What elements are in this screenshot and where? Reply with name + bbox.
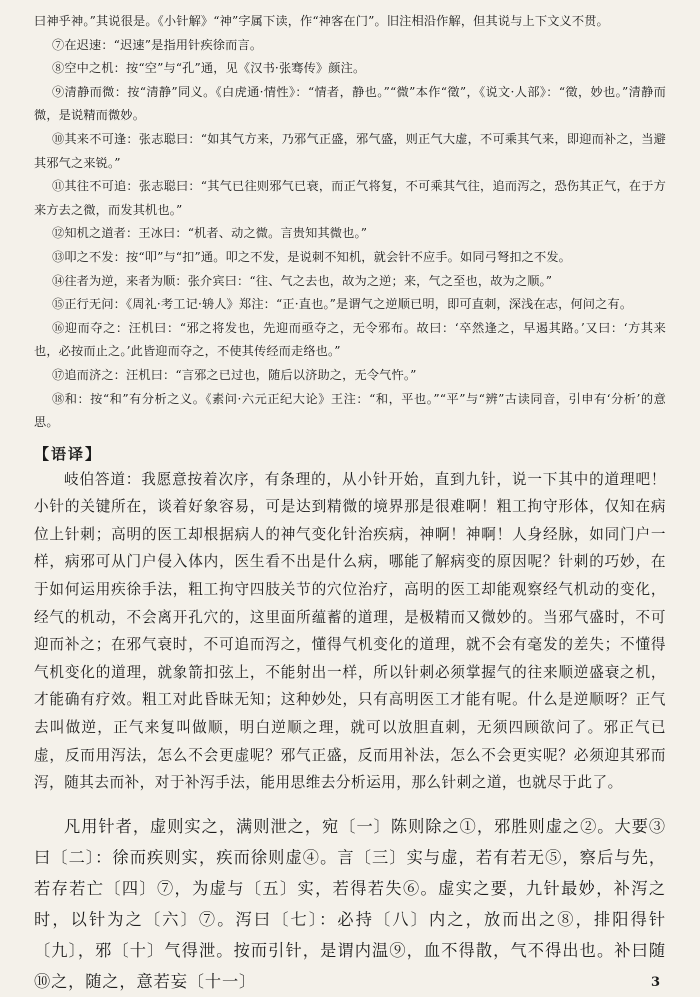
note-15: ⑮正行无问：《周礼·考工记·辀人》郑注：“正·直也。”是谓气之逆顺已明，即可直刺，深浅在志，何问之有。 [52, 297, 633, 312]
note-continuation: 曰神乎神。”其说很是。《小针解》“神”字属下读，作“神客在门”。旧注相沿作解，但其说与上下文义不贯。 [34, 14, 609, 28]
main-text-paragraph: 凡用针者，虚则实之，满则泄之，宛〔一〕陈则除之①，邪胜则虚之②。大要③曰〔二〕：徐而疾则实，疾而徐则虚④。言〔三〕实与虚，若有若无⑤，察后与先，若存若亡〔四〕⑦，为虚与〔五〕实，若得若失⑥。虚实之要，九针最妙，补泻之时，以针为之〔六〕⑦。泻曰〔七〕：必持〔八〕内之，放而出之⑧，排阳得针〔九〕，邪〔十〕气得泄。按而引针，是谓内温⑨，血不得散，气不得出也。补曰随⑩之，随之，意若妄〔十一〕 [34, 816, 666, 991]
main-text-section [34, 811, 666, 997]
note-17: ⑰追而济之：汪机曰：“言邪之已过也，随后以济助之，无令气忤。” [52, 367, 417, 382]
note-13: ⑬叩之不发：按“叩”与“扣”通。叩之不发，是说刺不知机，就会针不应手。如同弓弩扣之不发。 [52, 249, 572, 264]
note-16: ⑯迎而夺之：汪机曰：“邪之将发也，先迎而亟夺之，无令邪布。故曰：‘卒然逢之，早遏其路。’又曰：‘方其来也，必按而止之。’此皆迎而夺之，不使其传经而走络也。” [34, 320, 666, 359]
note-11: ⑪其往不可追：张志聪曰：“其气已往则邪气已衰，而正气将复，不可乘其气往，追而泻之，恐伤其正气，在于方来方去之微，而发其机也。” [34, 179, 666, 217]
translation-paragraph: 岐伯答道：我愿意按着次序，有条理的，从小针开始，直到九针，说一下其中的道理吧！小针的关键所在，谈着好象容易，可是达到精微的境界那是很难啊！粗工拘守形体，仅知在病位上针刺；高明的医工却根据病人的神气变化针治疾病，神啊！神啊！人身经脉，如同门户一样，病邪可从门户侵入体内，医生看不出是什么病，哪能了解病变的原因呢？针刺的巧妙，在于如何运用疾徐手法，粗工拘守四肢关节的穴位治疗，高明的医工却能观察经气机动的变化，经气的机动，不会离开孔穴的，这里面所蕴蓄的道理，是极精而又微妙的。当邪气盛时，不可迎而补之；在邪气衰时，不可追而泻之，懂得气机变化的道理，就不会有毫发的差失；不懂得气机变化的道理，就象箭扣弦上，不能射出一样，所以针刺必须掌握气的往来顺逆盛衰之机，才能确有疗效。粗工对此昏昧无知；这种妙处，只有高明医工才能有呢。什么是逆顺呀？正气去叫做逆，正气来复叫做顺，明白逆顺之理，就可以放胆直刺，无须四顾欲问了。邪正气已虚，反而用泻法，怎么不会更虚呢？邪气正盛，反而用补法，怎么不会更实呢？必须迎其邪而泻，随其去而补，对于补泻手法，能用思维去分析运用，那么针刺之道，也就尽于此了。 [34, 470, 666, 792]
note-18: ⑱和：按“和”有分析之义。《素问·六元正纪大论》王注：“和，平也。”“平”与“辨”古读同音，引申有‘分析’的意思。 [34, 391, 666, 430]
note-10: ⑩其来不可逢：张志聪曰：“如其气方来，乃邪气正盛，邪气盛，则正气大虚，不可乘其气来，即迎而补之，当避其邪气之来锐。” [34, 131, 666, 170]
annotation-notes [34, 10, 666, 435]
note-7: ⑦在迟速：“迟速”是指用针疾徐而言。 [52, 37, 263, 52]
page-number: 3 [650, 975, 660, 990]
note-9: ⑨清静而微：按“清静”同义。《白虎通·情性》：“情者，静也。”“微”本作“徵”，《说文·人部》：“徵，妙也。”清静而微，是说精而微妙。 [34, 84, 666, 123]
note-12: ⑫知机之道者：王冰曰：“机者、动之微。言贵知其微也。” [52, 226, 368, 241]
translation-heading: 【语译】 [34, 444, 103, 463]
translation-section [34, 466, 666, 797]
note-14: ⑭往者为逆，来者为顺：张介宾曰：“往、气之去也，故为之逆；来，气之至也，故为之顺。” [52, 273, 553, 288]
note-8: ⑧空中之机：按“空”与“孔”通，见《汉书·张骞传》颜注。 [52, 61, 366, 76]
